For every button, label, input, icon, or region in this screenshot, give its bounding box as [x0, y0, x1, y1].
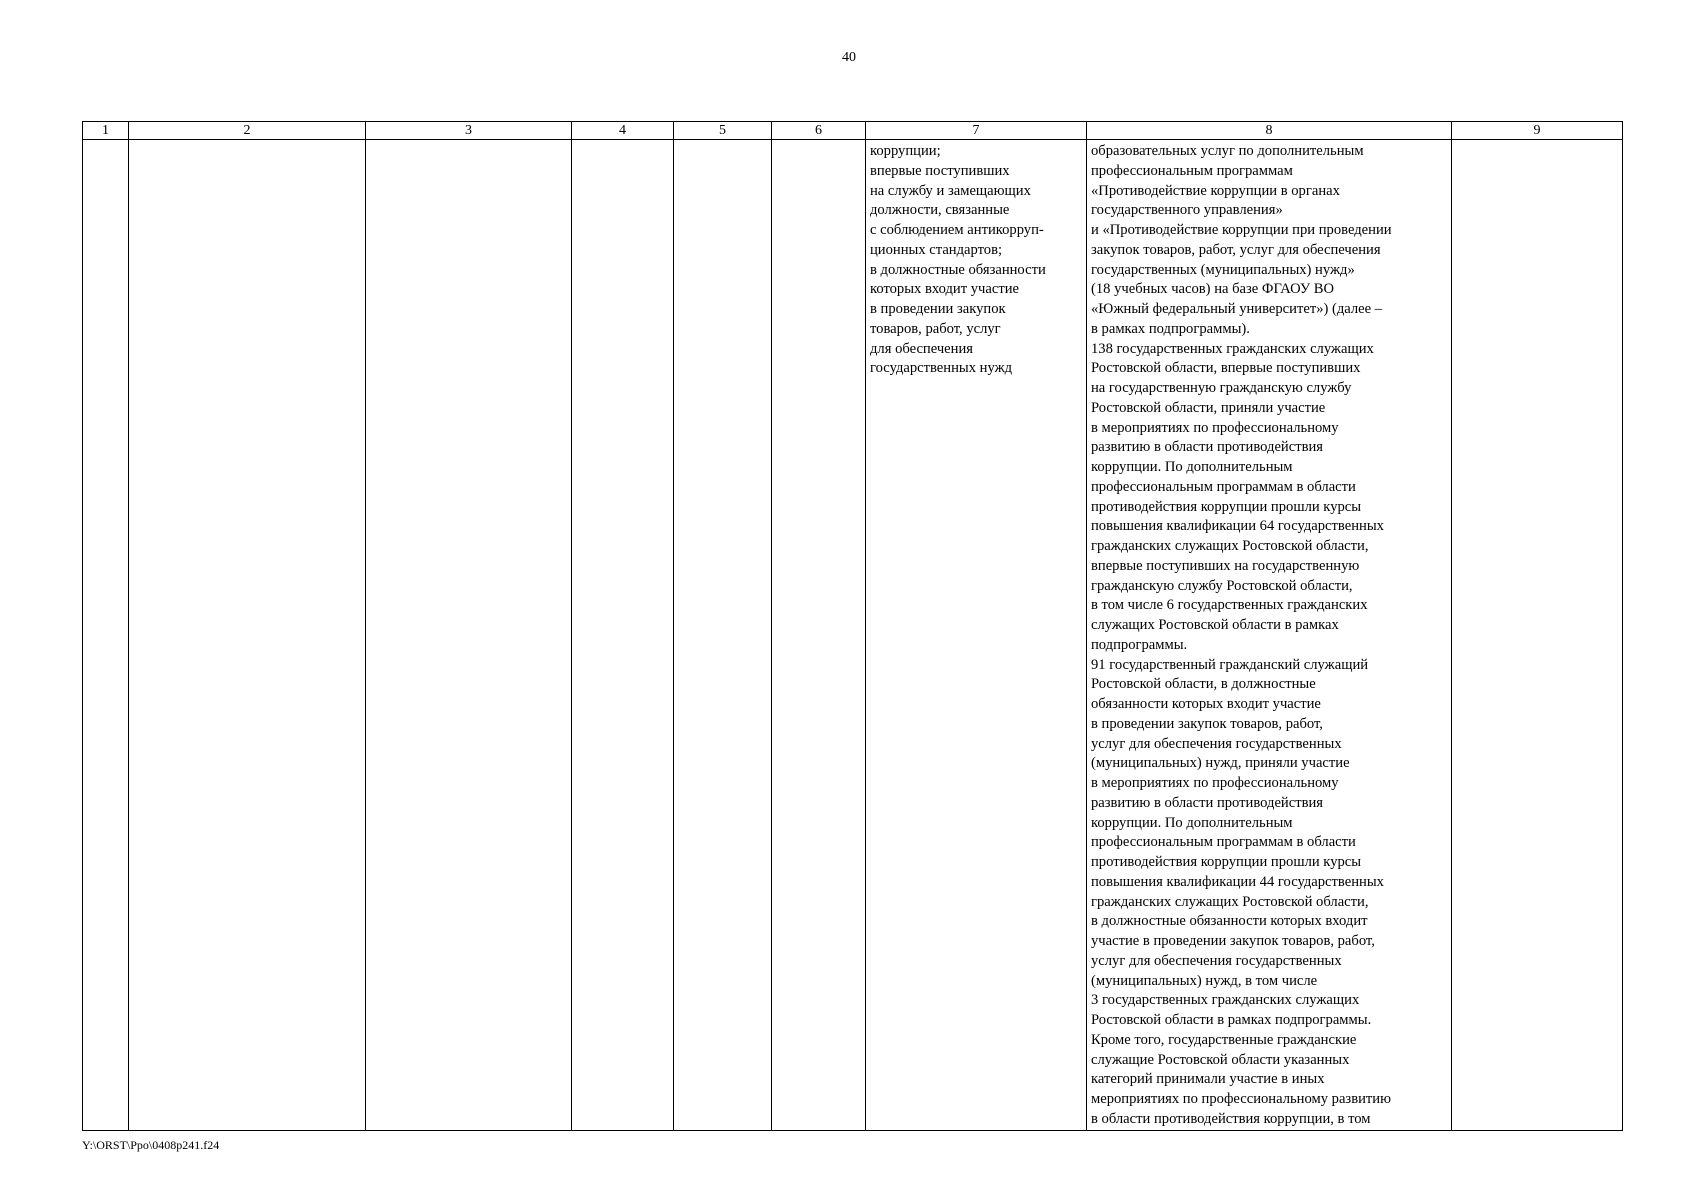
col7-line: государственных нужд [870, 360, 1013, 377]
col8-line: на государственную гражданскую службу [1091, 380, 1352, 396]
cell-col-4 [572, 140, 674, 1131]
col8-line: государственного управления» [1091, 202, 1283, 219]
col8-line: впервые поступивших на государственную [1091, 557, 1360, 574]
col8-text [1087, 140, 1451, 1130]
col8-line: развитию в области противодействия [1091, 439, 1323, 456]
col8-line: Ростовской области, приняли участие [1091, 399, 1326, 416]
column-header-6: 6 [772, 122, 866, 140]
column-header-9: 9 [1452, 122, 1623, 140]
col8-line: служащие Ростовской области указанных [1091, 1051, 1350, 1068]
col8-line: в проведении закупок товаров, работ, [1091, 715, 1323, 732]
column-header-4: 4 [572, 122, 674, 140]
col7-line: ционных стандартов; [870, 241, 1003, 258]
col8-line: (18 учебных часов) на базе ФГАОУ ВО [1091, 281, 1335, 298]
col8-line: гражданскую службу Ростовской области, [1091, 577, 1353, 594]
table-row [83, 140, 1623, 1131]
col8-line: и «Противодействие коррупции при проведении [1091, 222, 1392, 238]
col8-line: в том числе 6 государственных гражданских [1091, 597, 1368, 614]
col8-line: в должностные обязанности которых входит [1091, 913, 1368, 930]
cell-col-3 [366, 140, 572, 1131]
column-header-3: 3 [366, 122, 572, 140]
col8-line: Кроме того, государственные гражданские [1091, 1031, 1357, 1048]
col7-line: в проведении закупок [870, 301, 1006, 317]
col8-line: в области противодействия коррупции, в том [1091, 1110, 1371, 1127]
col7-line: в должностные обязанности [870, 261, 1046, 278]
col8-line: подпрограммы. [1091, 636, 1188, 653]
col8-line: профессиональным программам в области [1091, 478, 1356, 495]
col7-line: коррупции; [870, 143, 941, 159]
col8-line: развитию в области противодействия [1091, 794, 1323, 811]
col8-line: противодействия коррупции прошли курсы [1091, 854, 1362, 870]
column-header-2: 2 [129, 122, 366, 140]
col8-line: Ростовской области, в должностные [1091, 676, 1316, 693]
col8-line: повышения квалификации 44 государственных [1091, 873, 1384, 890]
page-number: 40 [842, 50, 856, 65]
col8-line: категорий принимали участие в иных [1091, 1071, 1325, 1088]
col8-line: услуг для обеспечения государственных [1091, 952, 1342, 969]
col8-line: служащих Ростовской области в рамках [1091, 617, 1339, 633]
col8-line: гражданских служащих Ростовской области, [1091, 538, 1369, 554]
col8-line: обязанности которых входит участие [1091, 696, 1321, 712]
col8-line: «Южный федеральный университет») (далее – [1091, 301, 1383, 317]
col8-line: участие в проведении закупок товаров, работ, [1091, 933, 1375, 949]
col8-line: услуг для обеспечения государственных [1091, 735, 1342, 752]
col7-line: для обеспечения [870, 340, 973, 357]
col8-line: профессиональным программам в области [1091, 834, 1356, 851]
col8-line: коррупции. По дополнительным [1091, 814, 1293, 831]
cell-col-6 [772, 140, 866, 1131]
cell-col-1 [83, 140, 129, 1131]
col8-line: (муниципальных) нужд, в том числе [1091, 972, 1318, 989]
col8-line: Ростовской области в рамках подпрограммы. [1091, 1012, 1372, 1028]
col8-line: государственных (муниципальных) нужд» [1091, 261, 1355, 278]
col8-line: Ростовской области, впервые поступивших [1091, 360, 1361, 377]
column-header-1: 1 [83, 122, 129, 140]
col7-line: товаров, работ, услуг [870, 320, 1001, 337]
file-path-footer: Y:\ORST\Ppo\0408p241.f24 [82, 1138, 220, 1152]
cell-col-9 [1452, 140, 1623, 1131]
cell-col-7 [866, 140, 1087, 1131]
cell-col-2 [129, 140, 366, 1131]
col8-line: 138 государственных гражданских служащих [1091, 340, 1374, 357]
col7-line: впервые поступивших [870, 162, 1010, 179]
column-number-row [83, 122, 1623, 140]
col8-line: 3 государственных гражданских служащих [1091, 992, 1360, 1009]
col7-line: на службу и замещающих [870, 182, 1031, 199]
col8-line: 91 государственный гражданский служащий [1091, 656, 1369, 673]
column-header-5: 5 [674, 122, 772, 140]
col7-line: с соблюдением антикорруп- [870, 222, 1044, 238]
col8-line: «Противодействие коррупции в органах [1091, 182, 1340, 199]
col8-line: мероприятиях по профессиональному развитию [1091, 1091, 1391, 1107]
report-table [82, 121, 1623, 1131]
col8-line: противодействия коррупции прошли курсы [1091, 498, 1362, 515]
col8-line: закупок товаров, работ, услуг для обеспечения [1091, 241, 1381, 258]
col7-text [866, 140, 1086, 379]
col8-line: коррупции. По дополнительным [1091, 459, 1293, 475]
col8-line: повышения квалификации 64 государственных [1091, 518, 1384, 535]
col7-line: должности, связанные [870, 202, 1010, 219]
col8-line: в мероприятиях по профессиональному [1091, 775, 1339, 791]
column-header-7: 7 [866, 122, 1087, 140]
col8-line: профессиональным программам [1091, 162, 1293, 179]
col8-line: образовательных услуг по дополнительным [1091, 143, 1364, 159]
cell-col-5 [674, 140, 772, 1131]
col8-line: гражданских служащих Ростовской области, [1091, 893, 1369, 910]
column-header-8: 8 [1087, 122, 1452, 140]
col8-line: в рамках подпрограммы). [1091, 320, 1250, 337]
col8-line: в мероприятиях по профессиональному [1091, 419, 1339, 436]
col8-line: (муниципальных) нужд, приняли участие [1091, 755, 1350, 772]
col7-line: которых входит участие [870, 281, 1020, 298]
cell-col-8 [1087, 140, 1452, 1131]
